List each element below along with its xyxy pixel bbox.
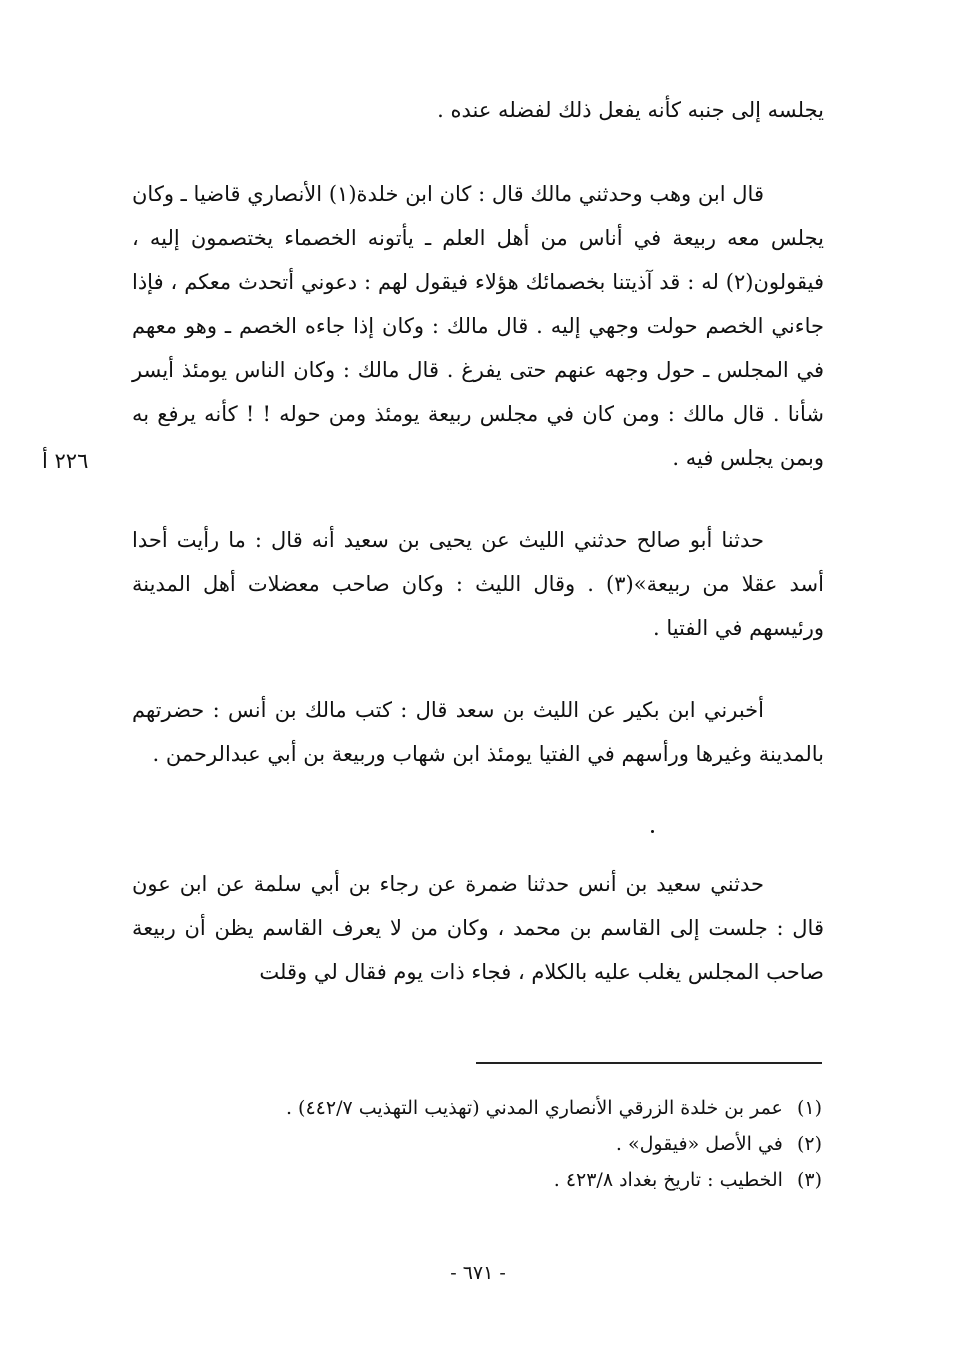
paragraph-continuation [132, 88, 824, 132]
footnote-text: الخطيب : تاريخ بغداد ٤٢٣/٨ . [553, 1169, 783, 1191]
footnote-number: (١) [796, 1097, 822, 1119]
footnote-number: (٣) [796, 1169, 822, 1191]
footnote-text: في الأصل «فيقول» . [615, 1133, 783, 1155]
paragraph-ibn-bukayr [132, 688, 824, 776]
footnote-2 [132, 1126, 822, 1162]
paragraph-text: حدثني سعيد بن أنس حدثنا ضمرة عن رجاء بن أبي سلمة عن ابن عون قال : جلست إلى القاسم بن محمد ، وكان من لا يعرف القاسم يظن أن ربيعة صاحب المجلس يغلب عليه بالكلام ، فجاء ذات يوم فقال لي وقلت [132, 872, 824, 984]
paragraph-said-ibn-anas [132, 862, 824, 994]
footnote-number: (٢) [796, 1133, 822, 1155]
paragraph-abu-salih [132, 518, 824, 650]
print-speck [651, 830, 654, 833]
footnote-1 [132, 1090, 822, 1126]
page-number: - ٦٧١ - [450, 1262, 506, 1284]
paragraph-ibn-wahb [132, 172, 824, 480]
footnote-divider [476, 1062, 822, 1064]
paragraph-text: أخبرني ابن بكير عن الليث بن سعد قال : كتب مالك بن أنس : حضرتهم بالمدينة وغيرها ورأسهم في الفتيا يومئذ ابن شهاب وربيعة بن أبي عبدالرحمن . [132, 698, 824, 766]
manuscript-folio-note: ٢٢٦ أ [42, 449, 89, 473]
footnotes [132, 1090, 822, 1198]
footnote-3 [132, 1162, 822, 1198]
paragraph-text: قال ابن وهب وحدثني مالك قال : كان ابن خلدة(١) الأنصاري قاضيا ـ وكان يجلس معه ربيعة في أناس من أهل العلم ـ يأتونه الخصماء يختصمون إليه ، فيقولون(٢) له : قد آذيتنا بخصمائك هؤلاء فيقول لهم : دعوني أتحدث معكم ، فإذا جاءني الخصم حولت وجهي إليه . قال مالك : وكان إذا جاءه الخصم ـ وهو معهم في المجلس ـ حول وجهه عنهم حتى يفرغ . قال مالك : وكان الناس يومئذ أيسر شأنا . قال مالك : ومن كان في مجلس ربيعة يومئذ ومن حوله ! ! كأنه يرفع به وبمن يجلس فيه . [132, 182, 825, 470]
paragraph-text: حدثنا أبو صالح حدثني الليث عن يحيى بن سعيد أنه قال : ما رأيت أحدا أسد عقلا من ربيعة»(٣) . وقال الليث : وكان صاحب معضلات أهل المدينة ورئيسهم في الفتيا . [132, 528, 824, 640]
paragraph-text: يجلسه إلى جنبه كأنه يفعل ذلك لفضله عنده . [437, 98, 824, 122]
footnote-text: عمر بن خلدة الزرقي الأنصاري المدني (تهذيب التهذيب ٤٤٢/٧) . [285, 1097, 783, 1119]
